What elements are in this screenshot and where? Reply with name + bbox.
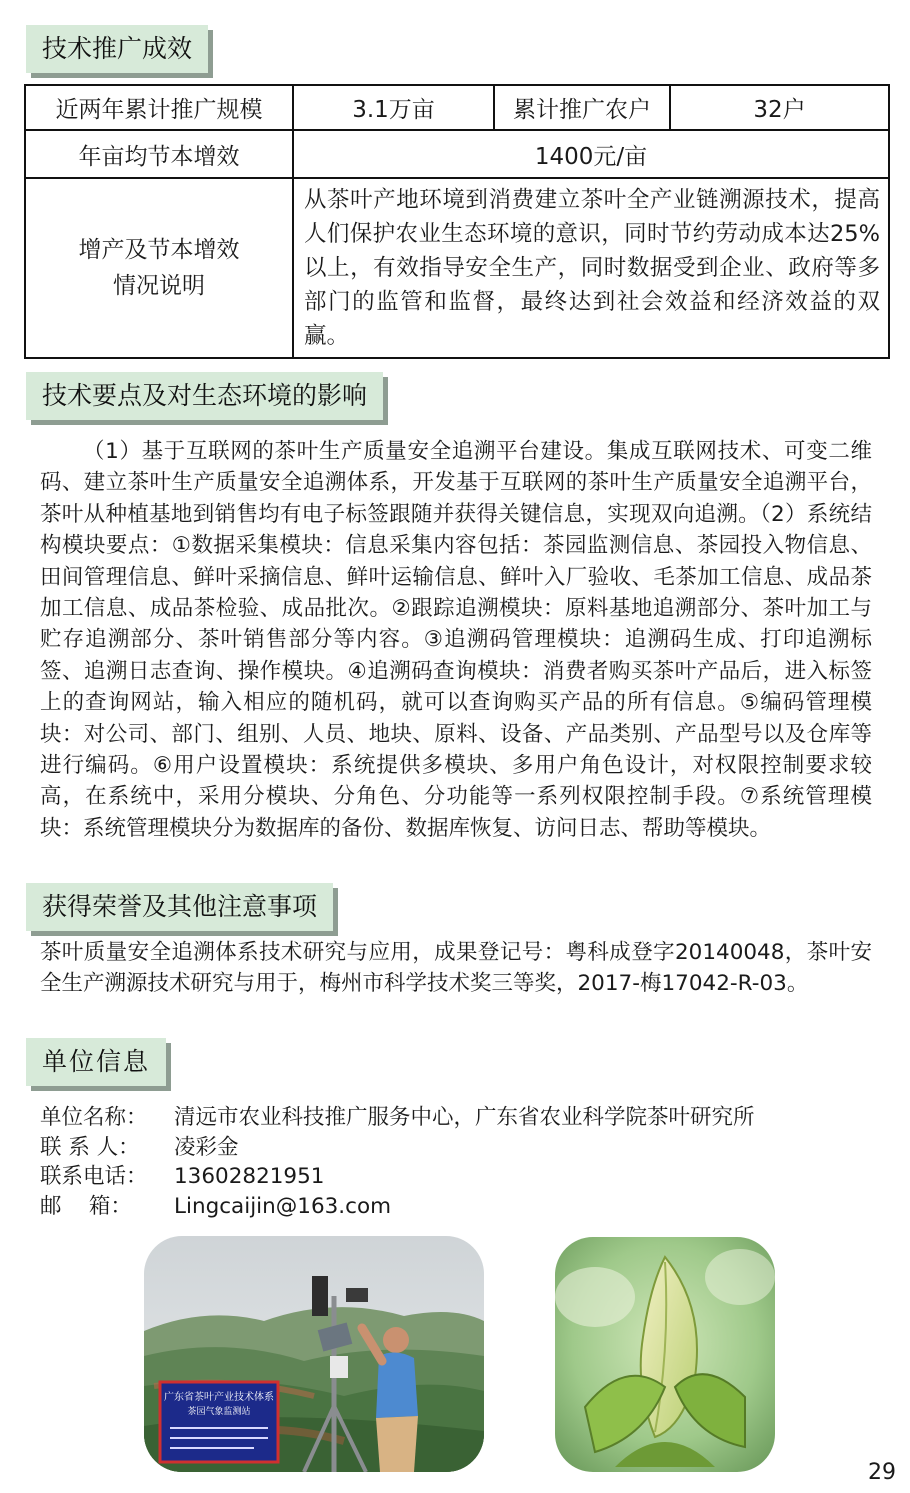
weather-station-photo xyxy=(144,1236,484,1472)
phone-row xyxy=(40,1162,755,1192)
section-title-unit: 单位信息 xyxy=(26,1038,166,1086)
farmers-value: 32户 xyxy=(670,85,889,130)
unit-info xyxy=(40,1103,755,1221)
farmers-label: 累计推广农户 xyxy=(494,85,670,130)
contact-person-label: 联 系 人： xyxy=(40,1134,140,1160)
benefit-value: 1400元/亩 xyxy=(293,130,889,178)
section-title-points: 技术要点及对生态环境的影响 xyxy=(26,372,383,420)
unit-name-row xyxy=(40,1103,755,1133)
weather-station-illustration xyxy=(144,1236,484,1472)
benefit-label: 年亩均节本增效 xyxy=(25,130,293,178)
desc-label-line2: 情况说明 xyxy=(113,273,205,299)
desc-label-line1: 增产及节本增效 xyxy=(78,237,240,263)
desc-text: 从茶叶产地环境到消费建立茶叶全产业链溯源技术，提高人们保护农业生态环境的意识，同时节约劳动成本达25%以上，有效指导安全生产，同时数据受到企业、政府等多部门的监管和监督，最终达到社会效益和经济效益的双赢。 xyxy=(293,178,889,358)
page-number: 29 xyxy=(868,1460,896,1485)
unit-name-label: 单位名称： xyxy=(40,1105,148,1130)
contact-person-value: 凌彩金 xyxy=(174,1134,239,1160)
section-title-effect: 技术推广成效 xyxy=(26,25,208,73)
phone-value: 13602821951 xyxy=(174,1164,325,1189)
email-value: Lingcaijin@163.com xyxy=(174,1193,392,1219)
sign-line1: 广东省茶叶产业技术体系 xyxy=(164,1392,274,1403)
scale-label: 近两年累计推广规模 xyxy=(25,85,293,130)
email-row xyxy=(40,1192,755,1222)
phone-label: 联系电话： xyxy=(40,1164,148,1189)
tea-bud-illustration xyxy=(555,1237,775,1472)
desc-label xyxy=(25,178,293,358)
email-label: 邮 箱： xyxy=(40,1193,132,1219)
effect-table xyxy=(24,84,890,359)
honors-paragraph: 茶叶质量安全追溯体系技术研究与应用，成果登记号：粤科成登字20140048，茶叶安全生产溯源技术研究与用于，梅州市科学技术奖三等奖，2017-梅17042-R-03。 xyxy=(40,940,872,997)
scale-value: 3.1万亩 xyxy=(293,85,494,130)
section-title-honors: 获得荣誉及其他注意事项 xyxy=(26,883,333,931)
unit-name-value: 清远市农业科技推广服务中心，广东省农业科学院茶叶研究所 xyxy=(174,1105,755,1130)
contact-person-row xyxy=(40,1133,755,1163)
points-paragraph: （1）基于互联网的茶叶生产质量安全追溯平台建设。集成互联网技术、可变二维码、建立茶叶生产质量安全追溯体系，开发基于互联网的茶叶生产质量安全追溯平台，茶叶从种植基地到销售均有电子标签跟随并获得关键信息，实现双向追溯。（2）系统结构模块要点：①数据采集模块：信息采集内容包括：茶园监测信息、茶园投入物信息、田间管理信息、鲜叶采摘信息、鲜叶运输信息、鲜叶入厂验收、毛茶加工信息、成品茶加工信息、成品茶检验、成品批次。②跟踪追溯模块：原料基地追溯部分、茶叶加工与贮存追溯部分、茶叶销售部分等内容。③追溯码管理模块：追溯码生成、打印追溯标签、追溯日志查询、操作模块。④追溯码查询模块：消费者购买茶叶产品后，进入标签上的查询网站，输入相应的随机码，就可以查询购买产品的所有信息。⑤编码管理模块：对公司、部门、组别、人员、地块、原料、设备、产品类别、产品型号以及仓库等进行编码。⑥用户设置模块：系统提供多模块、多用户角色设计，对权限控制要求较高，在系统中，采用分模块、分角色、分功能等一系列权限控制手段。⑦系统管理模块：系统管理模块分为数据库的备份、数据库恢复、访问日志、帮助等模块。 xyxy=(40,439,872,841)
sign-line2: 茶园气象监测站 xyxy=(187,1407,251,1417)
tea-bud-photo xyxy=(555,1237,775,1472)
